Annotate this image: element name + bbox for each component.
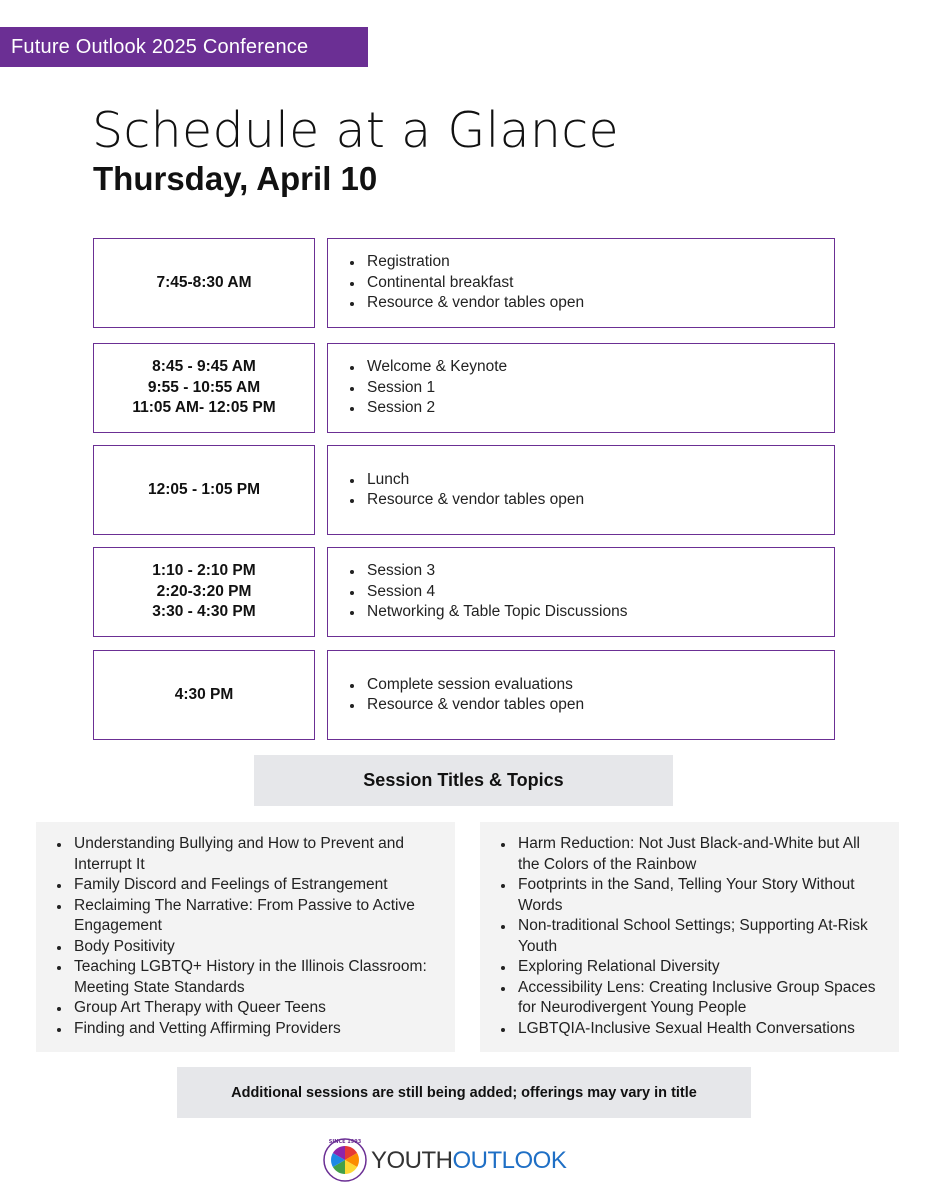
page-title: Schedule at a Glance [92, 102, 619, 159]
time-label: 1:10 - 2:10 PM [152, 562, 256, 580]
seal-text: SINCE 1993 [328, 1139, 362, 1145]
activity-item: Resource & vendor tables open [348, 293, 834, 314]
topic-item: LGBTQIA-Inclusive Sexual Health Conversations [499, 1019, 885, 1040]
schedule-row [93, 547, 835, 637]
time-cell [93, 343, 315, 433]
brand-youth: YOUTH [371, 1147, 453, 1174]
activity-item: Continental breakfast [348, 273, 834, 294]
time-label: 3:30 - 4:30 PM [152, 603, 256, 621]
activity-list [348, 357, 834, 419]
time-label: 8:45 - 9:45 AM [152, 358, 256, 376]
schedule-row [93, 650, 835, 740]
time-cell [93, 238, 315, 328]
time-cell [93, 547, 315, 637]
schedule-row [93, 238, 835, 328]
topics-panel-right [480, 822, 899, 1052]
activity-cell [327, 343, 835, 433]
activity-cell [327, 238, 835, 328]
topics-list-left [55, 834, 441, 1039]
topic-item: Reclaiming The Narrative: From Passive to Active Engagement [55, 896, 441, 937]
time-label: 9:55 - 10:55 AM [147, 378, 261, 396]
time-label: 4:30 PM [174, 685, 234, 703]
topic-item: Footprints in the Sand, Telling Your Story Without Words [499, 875, 885, 916]
topic-item: Accessibility Lens: Creating Inclusive Group Spaces for Neurodivergent Young People [499, 978, 885, 1019]
page-subtitle: Thursday, April 10 [93, 160, 378, 197]
time-label: 7:45-8:30 AM [156, 273, 252, 291]
youth-outlook-logo [322, 1134, 567, 1186]
activity-item: Resource & vendor tables open [348, 695, 834, 716]
topics-panel-left [36, 822, 455, 1052]
activity-item: Session 3 [348, 561, 834, 582]
topic-item: Exploring Relational Diversity [499, 957, 885, 978]
rainbow-seal-icon [322, 1134, 368, 1186]
topic-item: Finding and Vetting Affirming Providers [55, 1019, 441, 1040]
topic-item: Group Art Therapy with Queer Teens [55, 998, 441, 1019]
activity-list [348, 470, 834, 511]
schedule-row [93, 445, 835, 535]
activity-cell [327, 650, 835, 740]
topic-item: Body Positivity [55, 937, 441, 958]
activity-list [348, 675, 834, 716]
time-label: 12:05 - 1:05 PM [148, 480, 260, 498]
activity-item: Session 1 [348, 378, 834, 399]
brand-wordmark [371, 1147, 566, 1175]
activity-cell [327, 445, 835, 535]
conference-banner: Future Outlook 2025 Conference [0, 27, 368, 67]
topics-list-right [499, 834, 885, 1039]
activity-item: Complete session evaluations [348, 675, 834, 696]
activity-item: Welcome & Keynote [348, 357, 834, 378]
activity-item: Session 2 [348, 398, 834, 419]
topics-heading: Session Titles & Topics [254, 755, 673, 806]
topic-item: Teaching LGBTQ+ History in the Illinois Classroom: Meeting State Standards [55, 957, 441, 998]
time-label: 2:20-3:20 PM [156, 582, 252, 600]
time-cell [93, 650, 315, 740]
time-label: 11:05 AM- 12:05 PM [132, 399, 276, 417]
activity-item: Session 4 [348, 582, 834, 603]
activity-cell [327, 547, 835, 637]
time-cell [93, 445, 315, 535]
activity-list [348, 252, 834, 314]
topic-item: Non-traditional School Settings; Supporting At-Risk Youth [499, 916, 885, 957]
activity-item: Registration [348, 252, 834, 273]
activity-item: Networking & Table Topic Discussions [348, 602, 834, 623]
activity-item: Resource & vendor tables open [348, 490, 834, 511]
brand-outlook: OUTLOOK [452, 1147, 567, 1174]
topic-item: Understanding Bullying and How to Prevent and Interrupt It [55, 834, 441, 875]
activity-list [348, 561, 834, 623]
topic-item: Family Discord and Feelings of Estrangement [55, 875, 441, 896]
topic-item: Harm Reduction: Not Just Black-and-White but All the Colors of the Rainbow [499, 834, 885, 875]
additional-sessions-note: Additional sessions are still being added; offerings may vary in title [177, 1067, 751, 1118]
activity-item: Lunch [348, 470, 834, 491]
schedule-row [93, 343, 835, 433]
